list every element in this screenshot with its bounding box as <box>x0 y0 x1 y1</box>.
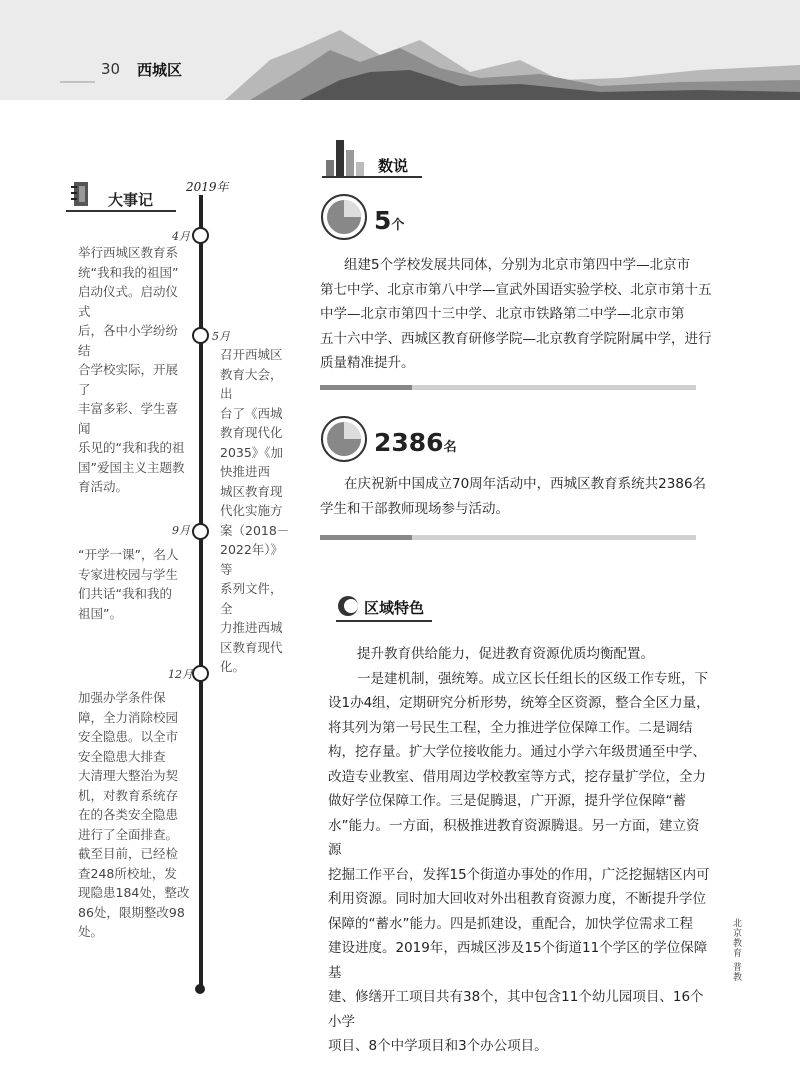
event-text-dec: 加强办学条件保 障，全力消除校园 安全隐患。以全市 安全隐患大排查 大清理大整治为契 机，对教育系统存 在的各类安全隐患 进行了全面排查。 截至目前，已经检 查248所校址，发 现隐患184处，整改 86处，限期整改98 处。 <box>78 690 190 939</box>
notebook-icon <box>66 180 96 210</box>
timeline-node-dec <box>192 665 209 682</box>
bar-chart-icon <box>322 138 372 178</box>
month-label: 5月 <box>212 330 230 343</box>
divider-dark <box>320 535 412 540</box>
header-band <box>0 0 800 100</box>
pie-icon <box>320 193 368 241</box>
timeline-axis <box>199 195 203 990</box>
timeline-node-sep <box>192 523 209 540</box>
month-label: 12月 <box>168 668 193 681</box>
month-label: 9月 <box>172 524 190 537</box>
mountain-illustration <box>0 0 800 100</box>
crescent-icon <box>336 594 360 618</box>
quyu-title: 区域特色 <box>364 599 425 617</box>
stat-text-1: 组建5个学校发展共同体，分别为北京市第四中学—北京市 第七中学、北京市第八中学—宣武外国语实验学校、北京市第十五 中学—北京市第四十三中学、北京市铁路第二中学—北京市第 五十六中学、西城区教育研修学院—北京教育学院附属中学，进行 质量精准提升。 <box>320 257 712 371</box>
divider-light <box>412 385 696 390</box>
timeline-node-apr <box>192 227 209 244</box>
timeline-title-rule <box>66 210 176 212</box>
event-text-may: 召开西城区 教育大会，出 台了《西城 教育现代化 2035》《加 快推进西 城区教育现 代化实施方 案（2018－ 2022年）》等 系列文件，全 力推进西城 区教育现代 化。 <box>220 347 290 674</box>
divider-light <box>412 535 696 540</box>
district-name: 西城区 <box>137 61 183 79</box>
pie-icon <box>320 415 368 463</box>
quyu-rule <box>336 620 432 622</box>
timeline-node-may <box>192 327 209 344</box>
stat-text-2: 在庆祝新中国成立70周年活动中，西城区教育系统共2386名 学生和干部教师现场参与活动。 <box>320 476 707 517</box>
stat-number-2: 2386名 <box>374 428 457 457</box>
month-label: 4月 <box>172 230 190 243</box>
timeline-end-dot <box>195 984 205 994</box>
shushuo-rule <box>322 176 422 178</box>
side-label: 北京教育 普教 <box>731 918 741 982</box>
timeline-year: 2019年 <box>186 180 229 194</box>
page-number: 30 <box>101 60 121 78</box>
shushuo-title: 数说 <box>378 157 409 175</box>
quyu-text: 提升教育供给能力，促进教育资源优质均衡配置。 一是建机制，强统筹。成立区长任组长的区级工作专班，下 设1办4组，定期研究分析形势，统筹全区资源，整合全区力量， 将其列为第一号民生工程，全力推进学位保障工作。二是调结 构，挖存量。扩大学位接收能力。通过小学六年级贯通至中学、 改造专业教室、借用周边学校教室等方式，挖存量扩学位，全力 做好学位保障工作。三是促腾退，广开源，提升学位保障“蓄 水”能力。一方面，积极推进教育资源腾退。另一方面，建立资源 挖掘工作平台，发挥15个街道办事处的作用，广泛挖掘辖区内可 利用资源。同时加大回收对外出租教育资源力度，不断提升学位 保障的“蓄水”能力。四是抓建设，重配合，加快学位需求工程 建设进度。2019年，西城区涉及15个街道11个学区的学位保障基 建、修缮开工项目共有38个，其中包含11个幼儿园项目、16个小学 项目、8个中学项目和3个办公项目。 <box>328 646 710 1054</box>
stat-number-1: 5个 <box>374 206 405 235</box>
divider-dark <box>320 385 412 390</box>
event-text-apr: 举行西城区教育系 统“我和我的祖国” 启动仪式。启动仪式 后，各中小学纷纷结 合学校实际，开展了 丰富多彩、学生喜闻 乐见的“我和我的祖 国”爱国主义主题教 育活动。 <box>78 245 185 494</box>
timeline-section-title: 大事记 <box>108 191 154 209</box>
event-text-sep: “开学一课”，名人 专家进校园与学生 们共话“我和我的 祖国”。 <box>78 547 179 621</box>
